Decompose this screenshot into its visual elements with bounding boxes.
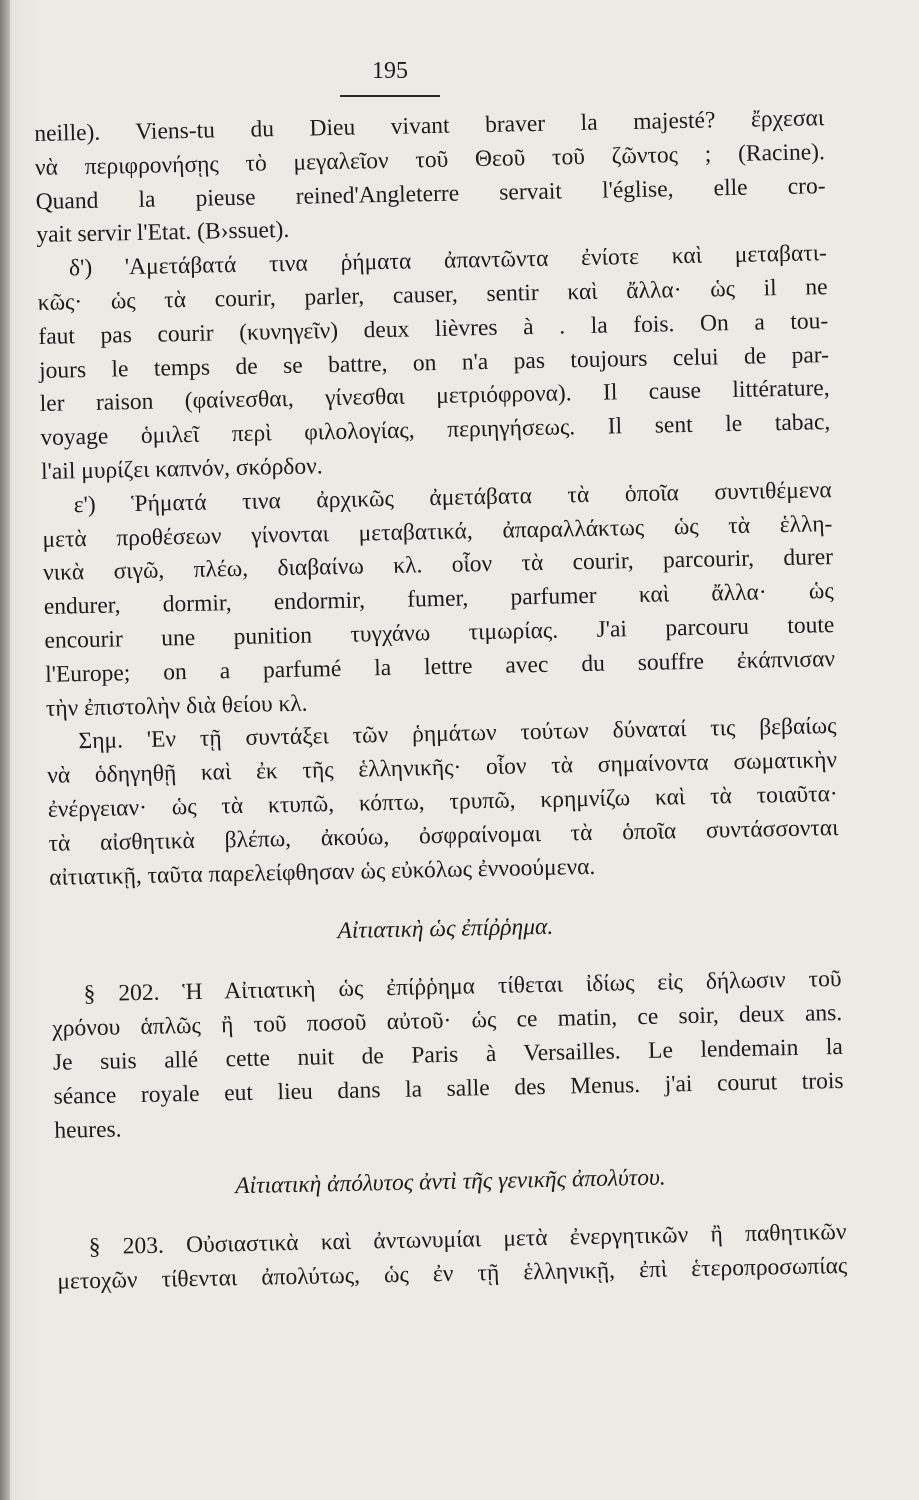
text-line: Je suis allé cette nuit de Paris à Versailles. Le lendemain la	[52, 1033, 844, 1076]
text-line: μετὰ προθέσεων γίνονται μεταβατικά, ἀπαραλλάκτως ὡς τὰ ἑλλη-	[42, 510, 833, 553]
text-line: faut pas courir (κυνηγεῖν) deux lièvres à . la fois. On a tou-	[38, 307, 829, 350]
text-line: νικὰ σιγῶ, πλέω, διαβαίνω κλ. οἷον τὰ courir, parcourir, durer	[42, 544, 834, 587]
text-line: τὴν ἐπιστολὴν διὰ θείου κλ.	[45, 690, 308, 722]
text-line: l'ail μυρίζει καπνόν, σκόρδον.	[40, 453, 323, 485]
text-line: Quand la pieuse reined'Angleterre servait l'église, elle cro-	[35, 172, 826, 215]
page-body	[34, 102, 848, 1300]
text-line: § 202. Ἡ Αἰτιατικὴ ὡς ἐπίῤῥημα τίθεται ἰδίως εἰς δήλωσιν τοῦ	[83, 966, 842, 1008]
text-line: yait servir l'Etat. (B›ssuet).	[36, 217, 290, 249]
text-line: ler raison (φαίνεσθαι, γίνεσθαι μετριόφρονα). Il cause littérature,	[39, 375, 830, 418]
text-line: voyage ὁμιλεῖ περὶ φιλολογίας, περιηγήσεως. Il sent le tabac,	[40, 409, 831, 452]
text-line: χρόνου ἁπλῶς ἢ τοῦ ποσοῦ αὐτοῦ· ὡς ce matin, ce soir, deux ans.	[52, 1000, 843, 1042]
text-line: jours le temps de se battre, on n'a pas toujours celui de par-	[38, 341, 830, 384]
text-line: ἐνέργειαν· ὡς τὰ κτυπῶ, κόπτω, τρυπῶ, κρημνίζω καὶ τὰ τοιαῦτα·	[47, 780, 838, 823]
text-line: δ') 'Αμετάβατά τινα ῥήματα ἀπαντῶντα ἐνίοτε καὶ μεταβατι-	[68, 240, 828, 282]
text-line: Σημ. 'Εν τῇ συντάξει τῶν ῥημάτων τούτων δύναταί τις βεβαίως	[78, 713, 837, 755]
text-line: αἰτιατικῇ, ταῦτα παρελείφθησαν ὡς εὐκόλως ἐννοούμενα.	[48, 853, 596, 891]
text-line: neille). Viens-tu du Dieu vivant braver la majesté? ἔρχεσαι	[34, 105, 825, 147]
text-line: heures.	[54, 1115, 122, 1144]
text-line: κῶς· ὡς τὰ courir, parler, causer, sentir καὶ ἄλλα· ὡς il ne	[37, 274, 828, 316]
page-number: 195	[372, 58, 408, 84]
text-line: séance royale eut lieu dans la salle des Menus. j'ai courut trois	[53, 1067, 844, 1110]
text-line: § 203. Οὐσιαστικὰ καὶ ἀντωνυμίαι μετὰ ἐνεργητικῶν ἢ παθητικῶν	[88, 1219, 847, 1261]
page-number-rule	[340, 95, 440, 97]
text-line: ε') Ῥήματά τινα ἀρχικῶς ἀμετάβατα τὰ ὁποῖα συντιθέμενα	[73, 476, 832, 519]
binding-edge	[0, 0, 10, 1500]
section-heading: Αἰτιατικὴ ἀπόλυτος ἀντὶ τῆς γενικῆς ἀπολύτου.	[235, 1164, 666, 1200]
text-line: τὰ αἰσθητικὰ βλέπω, ἀκούω, ὀσφραίνομαι τὰ ὁποῖα συντάσσονται	[48, 814, 839, 857]
text-line: νὰ ὁδηγηθῇ καὶ ἐκ τῆς ἑλληνικῆς· οἷον τὰ σημαίνοντα σωματικὴν	[46, 747, 838, 790]
text-line: μετοχῶν τίθενται ἀπολύτως, ὡς ἐν τῇ ἑλληνικῇ, ἐπὶ ἑτεροπροσωπίας	[57, 1253, 848, 1295]
text-line: νὰ περιφρονήσῃς τὸ μεγαλεῖον τοῦ Θεοῦ τοῦ ζῶντος ; (Racine).	[34, 138, 826, 181]
section-heading: Αἰτιατικὴ ὡς ἐπίῤῥημα.	[337, 914, 554, 945]
text-line: encourir une punition τυγχάνω τιμωρίας. J'ai parcouru toute	[44, 611, 835, 654]
text-line: l'Europe; on a parfumé la lettre avec du souffre ἐκάπνισαν	[44, 645, 836, 688]
text-line: endurer, dormir, endormir, fumer, parfumer καὶ ἄλλα· ὡς	[43, 578, 834, 621]
